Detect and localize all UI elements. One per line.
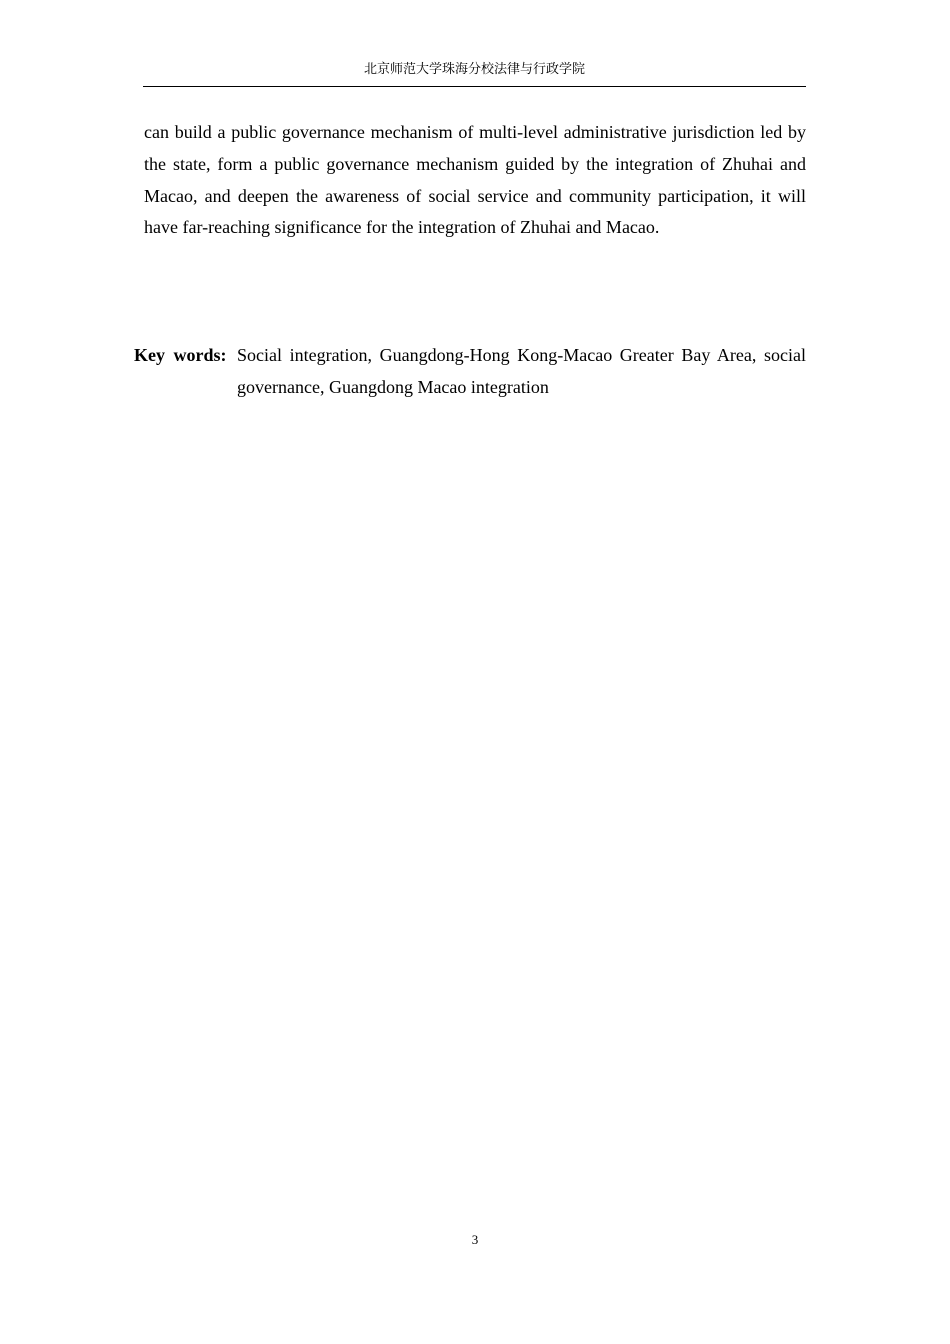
keywords-list: Social integration, Guangdong-Hong Kong-Macao Greater Bay Area, social governance, Guangdong Macao integration <box>237 345 806 397</box>
abstract-paragraph: can build a public governance mechanism of multi-level administrative jurisdiction led by the state, form a public governance mechanism guided by the integration of Zhuhai and Macao, and deepen the awareness of social service and community participation, it will have far-reaching significance for the integration of Zhuhai and Macao. <box>144 122 806 238</box>
page-number: 3 <box>471 1232 479 1247</box>
keywords-block <box>134 340 806 404</box>
keywords-label: Key words: <box>134 345 227 365</box>
running-header: 北京师范大学珠海分校法律与行政学院 <box>143 62 806 87</box>
